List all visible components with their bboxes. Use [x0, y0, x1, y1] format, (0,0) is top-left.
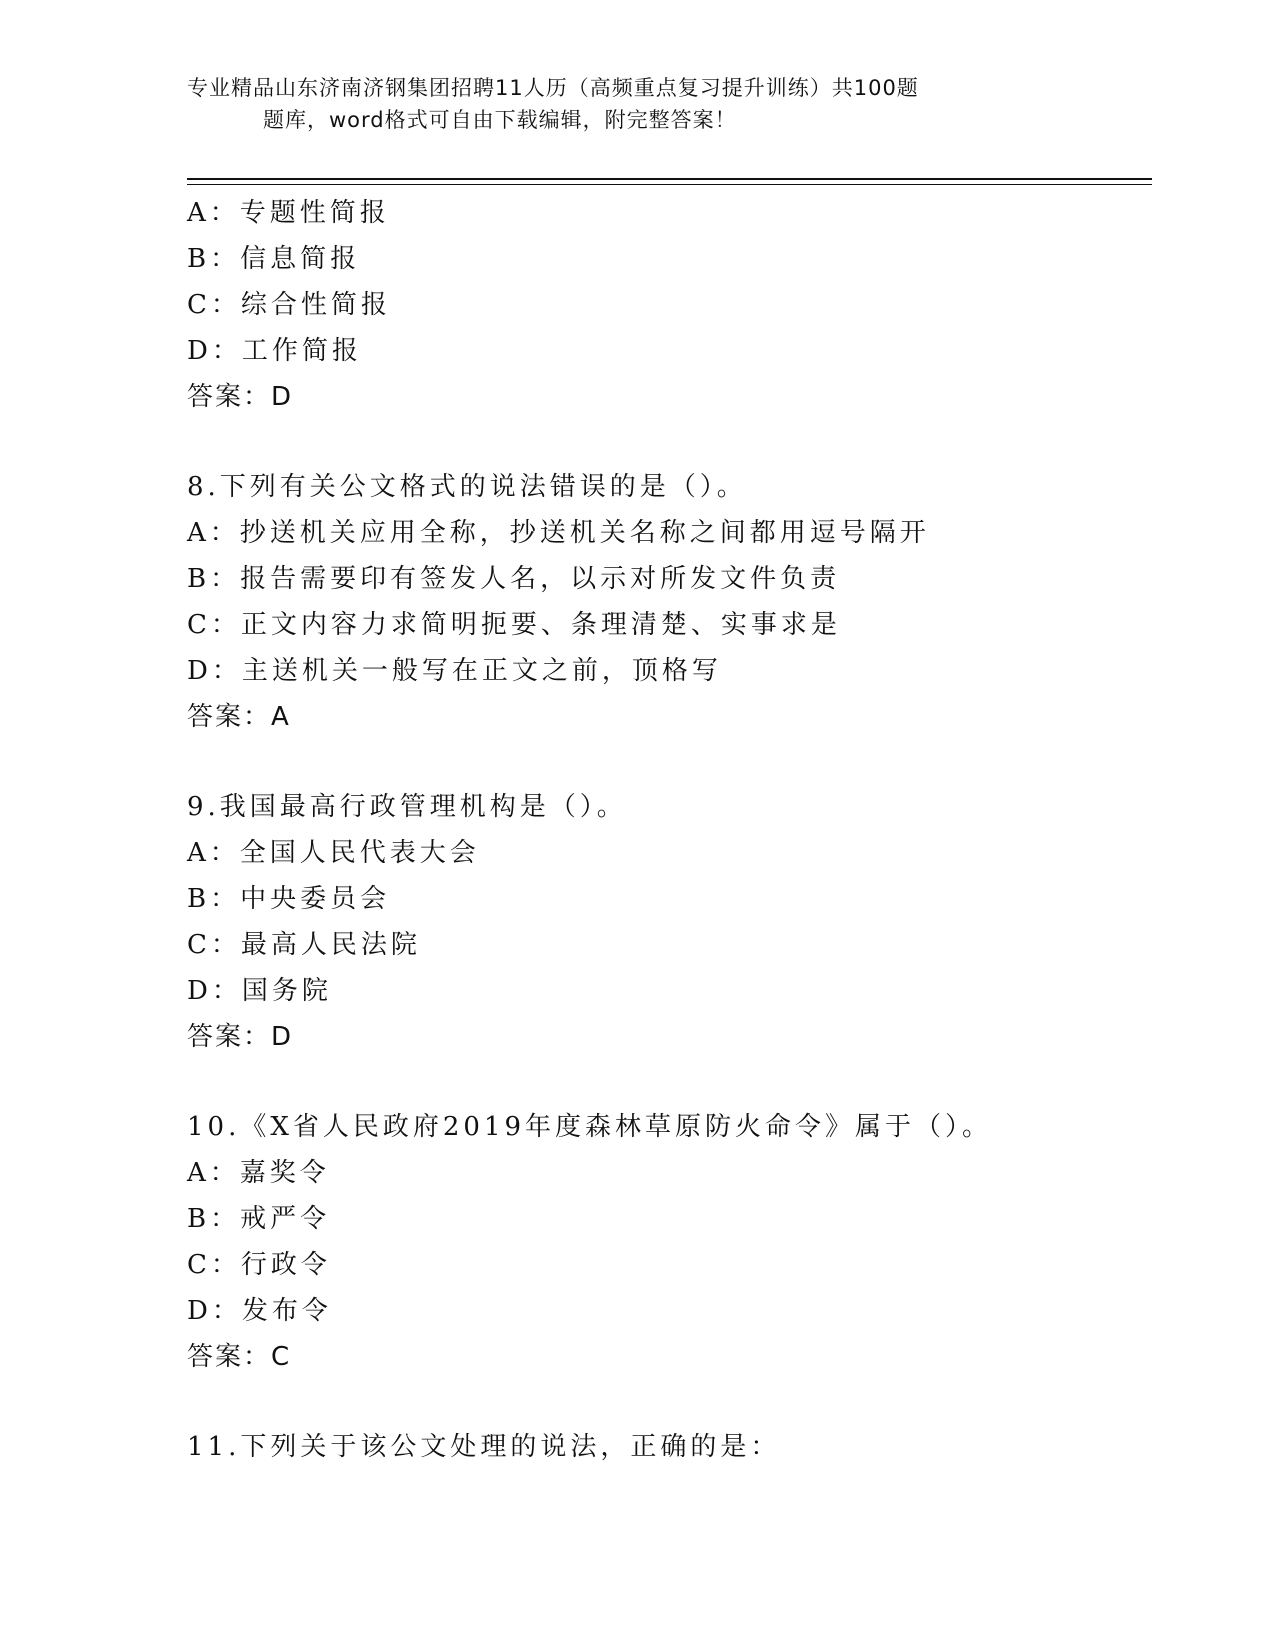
option-d: D：发布令 [187, 1296, 332, 1326]
option-c: C：正文内容力求简明扼要、条理清楚、实事求是 [187, 610, 841, 640]
option-c: C：行政令 [187, 1250, 331, 1280]
question-list [187, 190, 1147, 1470]
question-block-partial [187, 190, 1147, 420]
option-d: D：国务院 [187, 976, 332, 1006]
answer-line: 答案：A [187, 702, 291, 732]
answer-line: 答案：D [187, 382, 294, 412]
question-block-8 [187, 464, 1147, 740]
question-block-10 [187, 1104, 1147, 1380]
question-text: 11.下列关于该公文处理的说法，正确的是： [187, 1432, 781, 1462]
option-c: C：综合性简报 [187, 290, 391, 320]
option-a: A：专题性简报 [187, 198, 390, 228]
header-title-line-1: 专业精品山东济南济钢集团招聘11人历（高频重点复习提升训练）共100题 [187, 76, 919, 100]
option-a: A：抄送机关应用全称，抄送机关名称之间都用逗号隔开 [187, 518, 930, 548]
option-d: D：主送机关一般写在正文之前，顶格写 [187, 656, 722, 686]
question-text: 8.下列有关公文格式的说法错误的是（）。 [187, 472, 747, 502]
option-c: C：最高人民法院 [187, 930, 421, 960]
question-block-11 [187, 1424, 1147, 1470]
question-text: 10.《X省人民政府2019年度森林草原防火命令》属于（）。 [187, 1112, 993, 1142]
option-b: B：中央委员会 [187, 884, 391, 914]
question-block-9 [187, 784, 1147, 1060]
question-text: 9.我国最高行政管理机构是（）。 [187, 792, 627, 822]
header-divider-thick [187, 178, 1152, 180]
header-divider-thin [187, 184, 1152, 185]
option-b: B：报告需要印有签发人名，以示对所发文件负责 [187, 564, 841, 594]
option-d: D：工作简报 [187, 336, 362, 366]
answer-line: 答案：C [187, 1342, 292, 1372]
header-title-line-2: 题库，word格式可自由下载编辑，附完整答案！ [263, 108, 737, 132]
option-a: A：嘉奖令 [187, 1158, 330, 1188]
document-header [187, 72, 1087, 136]
answer-line: 答案：D [187, 1022, 294, 1052]
option-b: B：戒严令 [187, 1204, 331, 1234]
option-b: B：信息简报 [187, 244, 361, 274]
option-a: A：全国人民代表大会 [187, 838, 480, 868]
